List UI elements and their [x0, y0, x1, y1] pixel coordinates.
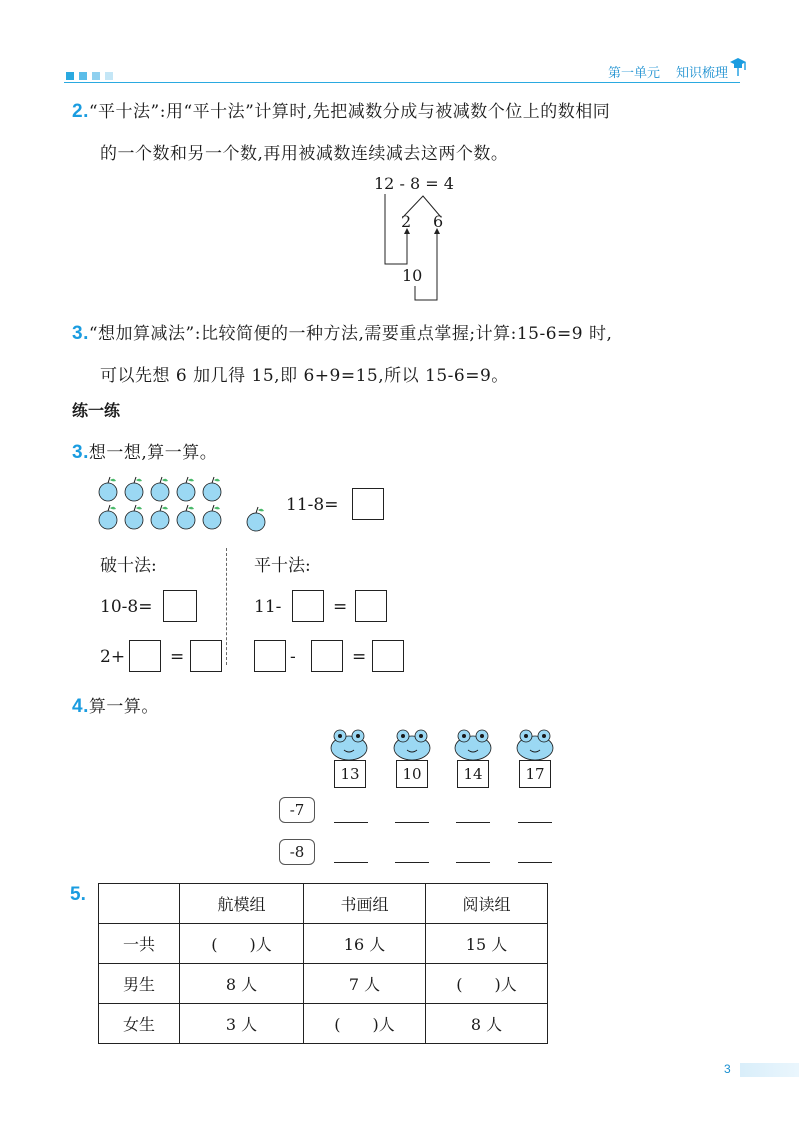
equals-sign: =: [170, 647, 185, 667]
table-row: [99, 924, 548, 964]
number-box: 17: [519, 760, 551, 788]
table-cell: 16 人: [304, 924, 426, 964]
answer-box[interactable]: [355, 590, 387, 622]
answer-box[interactable]: [372, 640, 404, 672]
item-number: 3.: [72, 323, 89, 344]
header-square: [92, 72, 100, 80]
ping-shi-label: 平十法:: [254, 556, 311, 576]
answer-box[interactable]: [292, 590, 324, 622]
header-square: [66, 72, 74, 80]
table-header-row: [99, 884, 548, 924]
item3-line2: 可以先想 6 加几得 15,即 6+9=15,所以 15-6=9。: [100, 366, 509, 386]
item2-line2: 的一个数和另一个数,再用被减数连续减去这两个数。: [100, 144, 509, 164]
answer-blank[interactable]: [456, 822, 490, 823]
table-cell: 8 人: [426, 1004, 548, 1044]
header-square: [105, 72, 113, 80]
table-cell: [99, 884, 180, 924]
table-cell: 3 人: [180, 1004, 304, 1044]
equals-sign: =: [352, 647, 367, 667]
header-unit: 第一单元: [608, 65, 661, 80]
practice-title: 练一练: [72, 401, 121, 420]
equals-sign: =: [333, 597, 348, 617]
table-cell: 15 人: [426, 924, 548, 964]
table-header: 航模组: [180, 884, 304, 924]
answer-box[interactable]: [163, 590, 197, 622]
divider: [226, 548, 227, 665]
ex3-main-equation: 11-8=: [286, 495, 339, 515]
po-eq1: 10-8=: [100, 597, 153, 617]
item-number: 3.: [72, 442, 89, 463]
answer-box[interactable]: [254, 640, 286, 672]
split-diagram: [370, 190, 450, 305]
po-shi-label: 破十法:: [100, 556, 157, 576]
table-cell: 8 人: [180, 964, 304, 1004]
answer-box[interactable]: [190, 640, 222, 672]
header-section: 知识梳理: [676, 65, 729, 80]
answer-blank[interactable]: [334, 822, 368, 823]
table-cell: 7 人: [304, 964, 426, 1004]
answer-blank[interactable]: [395, 862, 429, 863]
minus-sign: -: [290, 647, 296, 667]
ex4-title: 4.算一算。: [72, 696, 159, 717]
answer-blank[interactable]: [334, 862, 368, 863]
diagram-part-a: 2: [401, 212, 412, 231]
group-table: [98, 883, 548, 1044]
operation-tag: -8: [279, 839, 315, 865]
answer-blank[interactable]: [395, 822, 429, 823]
table-cell[interactable]: ( )人: [304, 1004, 426, 1044]
number-box: 13: [334, 760, 366, 788]
frogs-illustration: [326, 726, 558, 762]
graduation-cap-icon: [729, 56, 747, 78]
diagram-equation: 12 - 8 = 4: [374, 174, 454, 193]
item-number: 5.: [70, 884, 86, 905]
table-header: 书画组: [304, 884, 426, 924]
number-box: 14: [457, 760, 489, 788]
table-cell[interactable]: ( )人: [180, 924, 304, 964]
table-row: [99, 964, 548, 1004]
answer-blank[interactable]: [518, 822, 552, 823]
header-rule: [64, 82, 740, 83]
row-label: 男生: [99, 964, 180, 1004]
po-eq2-left: 2+: [100, 647, 126, 667]
ping-eq1-left: 11-: [254, 597, 282, 617]
item3-line1: 3.“想加算减法”:比较简便的一种方法,需要重点掌握;计算:15-6=9 时,: [72, 323, 613, 344]
diagram-part-b: 6: [433, 212, 444, 231]
diagram-mid: 10: [402, 266, 423, 285]
header-square: [79, 72, 87, 80]
page-number: 3: [724, 1062, 731, 1076]
item2-line1: 2.“平十法”:用“平十法”计算时,先把减数分成与被减数个位上的数相同: [72, 101, 611, 122]
item-number: 2.: [72, 101, 89, 122]
answer-box[interactable]: [129, 640, 161, 672]
answer-box[interactable]: [311, 640, 343, 672]
table-header: 阅读组: [426, 884, 548, 924]
row-label: 一共: [99, 924, 180, 964]
answer-box[interactable]: [352, 488, 384, 520]
ex3-title: 3.想一想,算一算。: [72, 442, 218, 463]
row-label: 女生: [99, 1004, 180, 1044]
table-cell[interactable]: ( )人: [426, 964, 548, 1004]
answer-blank[interactable]: [456, 862, 490, 863]
answer-blank[interactable]: [518, 862, 552, 863]
page-bar: [740, 1063, 799, 1077]
table-row: [99, 1004, 548, 1044]
number-box: 10: [396, 760, 428, 788]
apples-illustration: [96, 474, 271, 536]
item-number: 4.: [72, 696, 89, 717]
operation-tag: -7: [279, 797, 315, 823]
